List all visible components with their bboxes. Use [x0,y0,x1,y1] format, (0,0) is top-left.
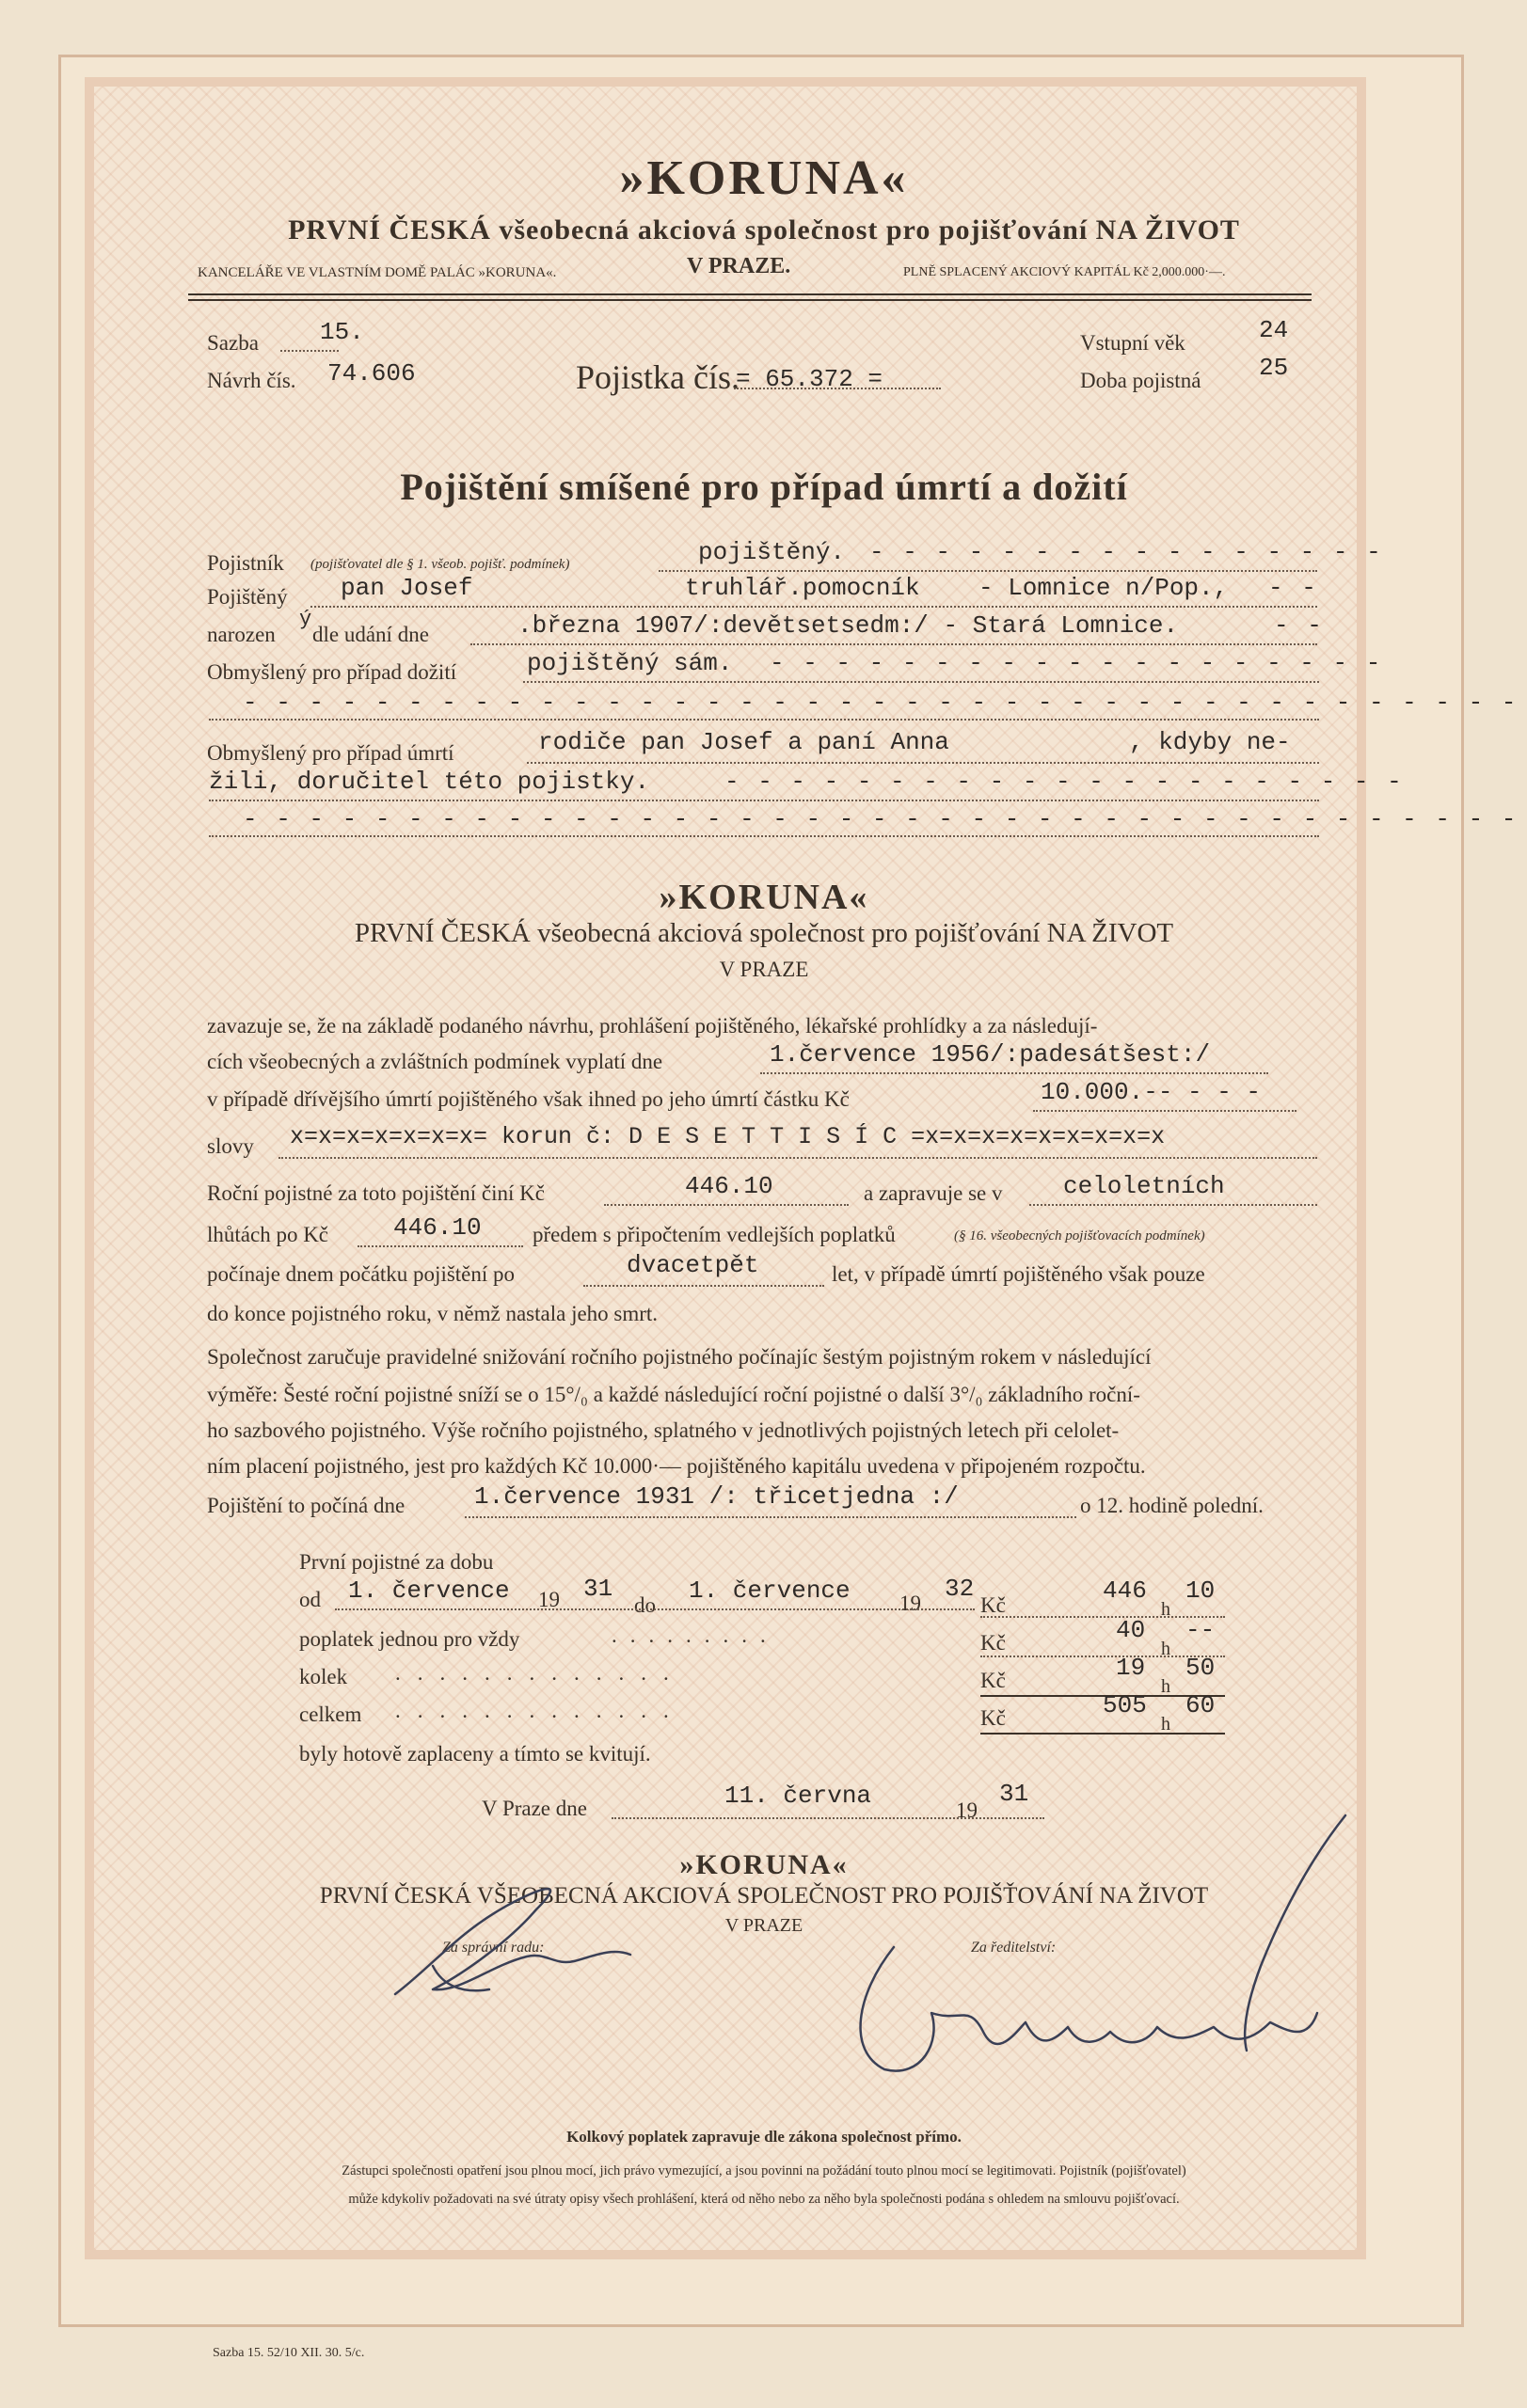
closing-brand: »KORUNA« [679,1849,849,1880]
do-year-prefix: 19 [899,1592,921,1615]
row3-h: 50 [1185,1654,1216,1682]
vek-label: Vstupní věk [1080,331,1185,355]
text-line-8: do konce pojistného roku, v němž nastala jeho smrt. [207,1302,659,1325]
text-line-7a: počínaje dnem počátku pojištění po [207,1262,516,1286]
slovy-dots [278,1157,1317,1159]
doba-value: 25 [1259,354,1289,382]
fine-print-2: může kdykoliv požadovati na své útraty opisy všech prohlášení, která od něho nebo za něho byla společnosti podána s ohledem na smlouvu pojišťovací. [348,2192,1180,2207]
pojistnik-fill: - - - - - - - - - - - - - - - - [869,538,1383,566]
payout-date: 1.července 1956/:padesátšest:/ [770,1040,1211,1069]
issue-year-prefix: 19 [956,1798,978,1822]
sum-insured: 10.000.-- - - - [1041,1078,1262,1106]
sazba-value: 15. [320,318,364,346]
umrti-line2-fill: - - - - - - - - - - - - - - - - - - - - - [724,768,1404,796]
row3-h-label: h [1161,1676,1170,1697]
row3-kc: 19 [1116,1654,1146,1682]
body-brand: »KORUNA« [659,878,869,917]
sum-in-words: x=x=x=x=x=x=x= korun č: D E S E T T I S Í C =x=x=x=x=x=x=x=x=x [290,1123,1166,1150]
pojistnik-dots [659,570,1317,572]
pojisteny-label: Pojištěný [207,585,288,609]
text-line-5b: a zapravuje se v [864,1181,1003,1205]
pojisteny-name: pan Josef [341,574,473,602]
do-date: 1. července [689,1576,851,1605]
umrti-tail: , kdyby ne- [1129,728,1291,756]
pojistka-dots [734,388,941,389]
dozitie-dots [523,681,1319,683]
text-line-13b: o 12. hodině polední. [1080,1494,1264,1517]
text-line-9: Společnost zaručuje pravidelné snižování ročního pojistného počínajíc šestým pojistným rokem v následující [207,1345,1152,1369]
payout-date-dots [760,1072,1268,1074]
right-sign-label: Za ředitelství: [971,1940,1057,1956]
row2-h: -- [1185,1616,1216,1644]
duration-dots [583,1285,824,1287]
blank-dots-2 [209,835,1319,837]
row3-kc-label: Kč [980,1669,1006,1692]
pojistka-value: = 65.372 = [736,365,883,393]
vek-value: 24 [1259,316,1289,344]
company-name: PRVNÍ ČESKÁ všeobecná akciová společnost pro pojišťování NA ŽIVOT [288,214,1240,246]
left-sign-label: Za správní radu: [442,1940,545,1956]
period-dots [335,1608,975,1610]
text-line-13a: Pojištění to počíná dne [207,1494,406,1517]
text-line-12: ním placení pojistného, jest pro každých Kč 10.000·— pojištěného kapitálu uvedena v připojeném rozpočtu. [207,1454,1146,1478]
left-signature [376,1853,659,2041]
od-year: 31 [583,1575,613,1603]
header-rule-2 [188,299,1312,301]
header-rule [188,293,1312,295]
blank-line-2: - - - - - - - - - - - - - - - - - - - - - - - - - - - - - - - - - - - - - - - [243,805,1519,833]
umrti-dots [527,762,1319,764]
pojistnik-label: Pojistník [207,551,284,575]
sum-insured-dots [1033,1110,1296,1112]
installment-amount-dots [358,1245,523,1247]
body-city: V PRAZE [719,958,809,981]
city-line: V PRAZE. [687,254,791,278]
total-rule [980,1733,1225,1735]
row1-h: 10 [1185,1576,1216,1605]
print-code: Sazba 15. 52/10 XII. 30. 5/c. [213,2346,365,2360]
start-date: 1.července 1931 /: třicetjedna :/ [474,1482,959,1511]
text-line-6b: předem s připočtením vedlejších poplatků [533,1223,896,1246]
pojistka-label: Pojistka čís. [576,358,740,396]
blank-dots-1 [209,719,1319,721]
umrti-line2: žili, doručitel této pojistky. [209,768,650,796]
row2-kc: 40 [1116,1616,1146,1644]
text-line-5a: Roční pojistné za toto pojištění činí Kč [207,1181,545,1205]
closing-city: V PRAZE [724,1915,803,1936]
pojistnik-note: (pojišťovatel dle § 1. všeob. pojišť. podmínek) [310,557,570,572]
narozen-dots [470,643,1317,645]
issue-year: 31 [999,1780,1029,1808]
blank-line-1: - - - - - - - - - - - - - - - - - - - - - - - - - - - - - - - - - - - - - - - [243,689,1519,717]
payment-head: První pojistné za dobu [299,1550,494,1574]
stamp-duty-note: Kolkový poplatek zapravuje dle zákona společnost přímo. [566,2128,962,2146]
row4-label: celkem [299,1703,362,1726]
right-signature [819,1806,1345,2107]
installment-amount: 446.10 [393,1213,482,1242]
od-label: od [299,1588,321,1611]
text-line-10: výměře: Šesté roční pojistné sníží se o 15°/₀ a každé následující roční pojistné o další 3°/₀ základního roční- [207,1383,1140,1406]
od-date: 1. července [348,1576,510,1605]
capital-line: PLNĚ SPLACENÝ AKCIOVÝ KAPITÁL Kč 2,000.000·—. [903,265,1226,279]
row2-leader: ......... [612,1624,779,1647]
text-line-6a: lhůtách po Kč [207,1223,329,1246]
row2-label: poplatek jednou pro vždy [299,1627,520,1651]
issue-date: 11. června [724,1782,872,1810]
text-line-6-note: (§ 16. všeobecných pojišťovacích podmínek) [954,1228,1205,1244]
umrti-label: Obmyšlený pro případ úmrtí [207,741,454,765]
text-line-3: v případě dřívějšího úmrtí pojištěného však ihned po jeho úmrtí částku Kč [207,1087,850,1111]
do-year: 32 [945,1575,975,1603]
annual-premium: 446.10 [685,1172,773,1200]
row4-leader: ............. [395,1699,686,1722]
fine-print-1: Zástupci společnosti opatření jsou plnou mocí, jich právo vymezující, a jsou povinni na požádání touto plnou mocí se legitimovati. Pojistník (pojišťovatel) [342,2163,1186,2178]
row3-label: kolek [299,1665,348,1688]
paid-line: byly hotově zaplaceny a tímto se kvitují. [299,1742,651,1766]
row1-kc-label: Kč [980,1593,1006,1617]
pojisteny-trade: truhlář.pomocník [685,574,920,602]
doba-label: Doba pojistná [1080,369,1201,392]
pojisteny-fill: - - [1268,574,1318,602]
row1-kc: 446 [1103,1576,1147,1605]
sazba-label: Sazba [207,331,259,355]
navrh-label: Návrh čís. [207,369,296,392]
place-label: V Praze dne [482,1797,587,1820]
brand-title: »KORUNA« [619,151,909,205]
closing-company: PRVNÍ ČESKÁ VŠEOBECNÁ AKCIOVÁ SPOLEČNOST PRO POJIŠŤOVÁNÍ NA ŽIVOT [319,1883,1209,1909]
navrh-value: 74.606 [327,359,416,388]
annual-premium-dots [604,1204,849,1206]
text-line-7b: let, v případě úmrtí pojištěného však pouze [832,1262,1205,1286]
pojisteny-place: - Lomnice n/Pop., [978,574,1229,602]
installment-type: celoletních [1063,1172,1225,1200]
installment-dots [1029,1204,1317,1206]
sazba-dots [280,350,339,352]
row4-h: 60 [1185,1691,1216,1719]
row4-kc: 505 [1103,1691,1147,1719]
policy-type-title: Pojištění smíšené pro případ úmrtí a dožití [400,466,1128,508]
umrti-line2-dots [209,800,1319,801]
pojistnik-value: pojištěný. [698,538,846,566]
dozitie-value: pojištěný sám. [527,649,733,677]
row2-h-label: h [1161,1639,1170,1659]
umrti-value: rodiče pan Josef a paní Anna [538,728,949,756]
start-date-dots [465,1516,1076,1518]
row4-h-label: h [1161,1714,1170,1735]
dozitie-fill: - - - - - - - - - - - - - - - - - - - [770,649,1383,677]
pojisteny-dots [310,606,1317,608]
text-line-11: ho sazbového pojistného. Výše ročního pojistného, splatného v jednotlivých pojistných letech při celolet- [207,1418,1120,1442]
row3-leader: ............. [395,1661,686,1685]
od-year-prefix: 19 [538,1588,560,1611]
narozen-fill: - - [1274,611,1324,640]
do-label: do [634,1593,656,1617]
narozen-value: .března 1907/:devětsetsedm:/ - Stará Lomnice. [517,611,1179,640]
text-line-2: cích všeobecných a zvláštních podmínek vyplatí dne [207,1050,663,1073]
narozen-mark: ý [299,608,312,631]
row2-kc-label: Kč [980,1631,1006,1655]
offices-line: KANCELÁŘE VE VLASTNÍM DOMĚ PALÁC »KORUNA«. [198,265,557,280]
row4-kc-label: Kč [980,1706,1006,1730]
slovy-label: slovy [207,1134,254,1158]
insurance-duration: dvacetpět [627,1251,759,1279]
body-company: PRVNÍ ČESKÁ všeobecná akciová společnost pro pojišťování NA ŽIVOT [354,918,1174,948]
row1-h-label: h [1161,1599,1170,1620]
text-line-1: zavazuje se, že na základě podaného návrhu, prohlášení pojištěného, lékařské prohlídky a za následují- [207,1014,1098,1038]
narozen-label: narozen [207,623,276,646]
udani-label: dle udání dne [312,623,429,646]
dozitie-label: Obmyšlený pro případ dožití [207,660,457,684]
